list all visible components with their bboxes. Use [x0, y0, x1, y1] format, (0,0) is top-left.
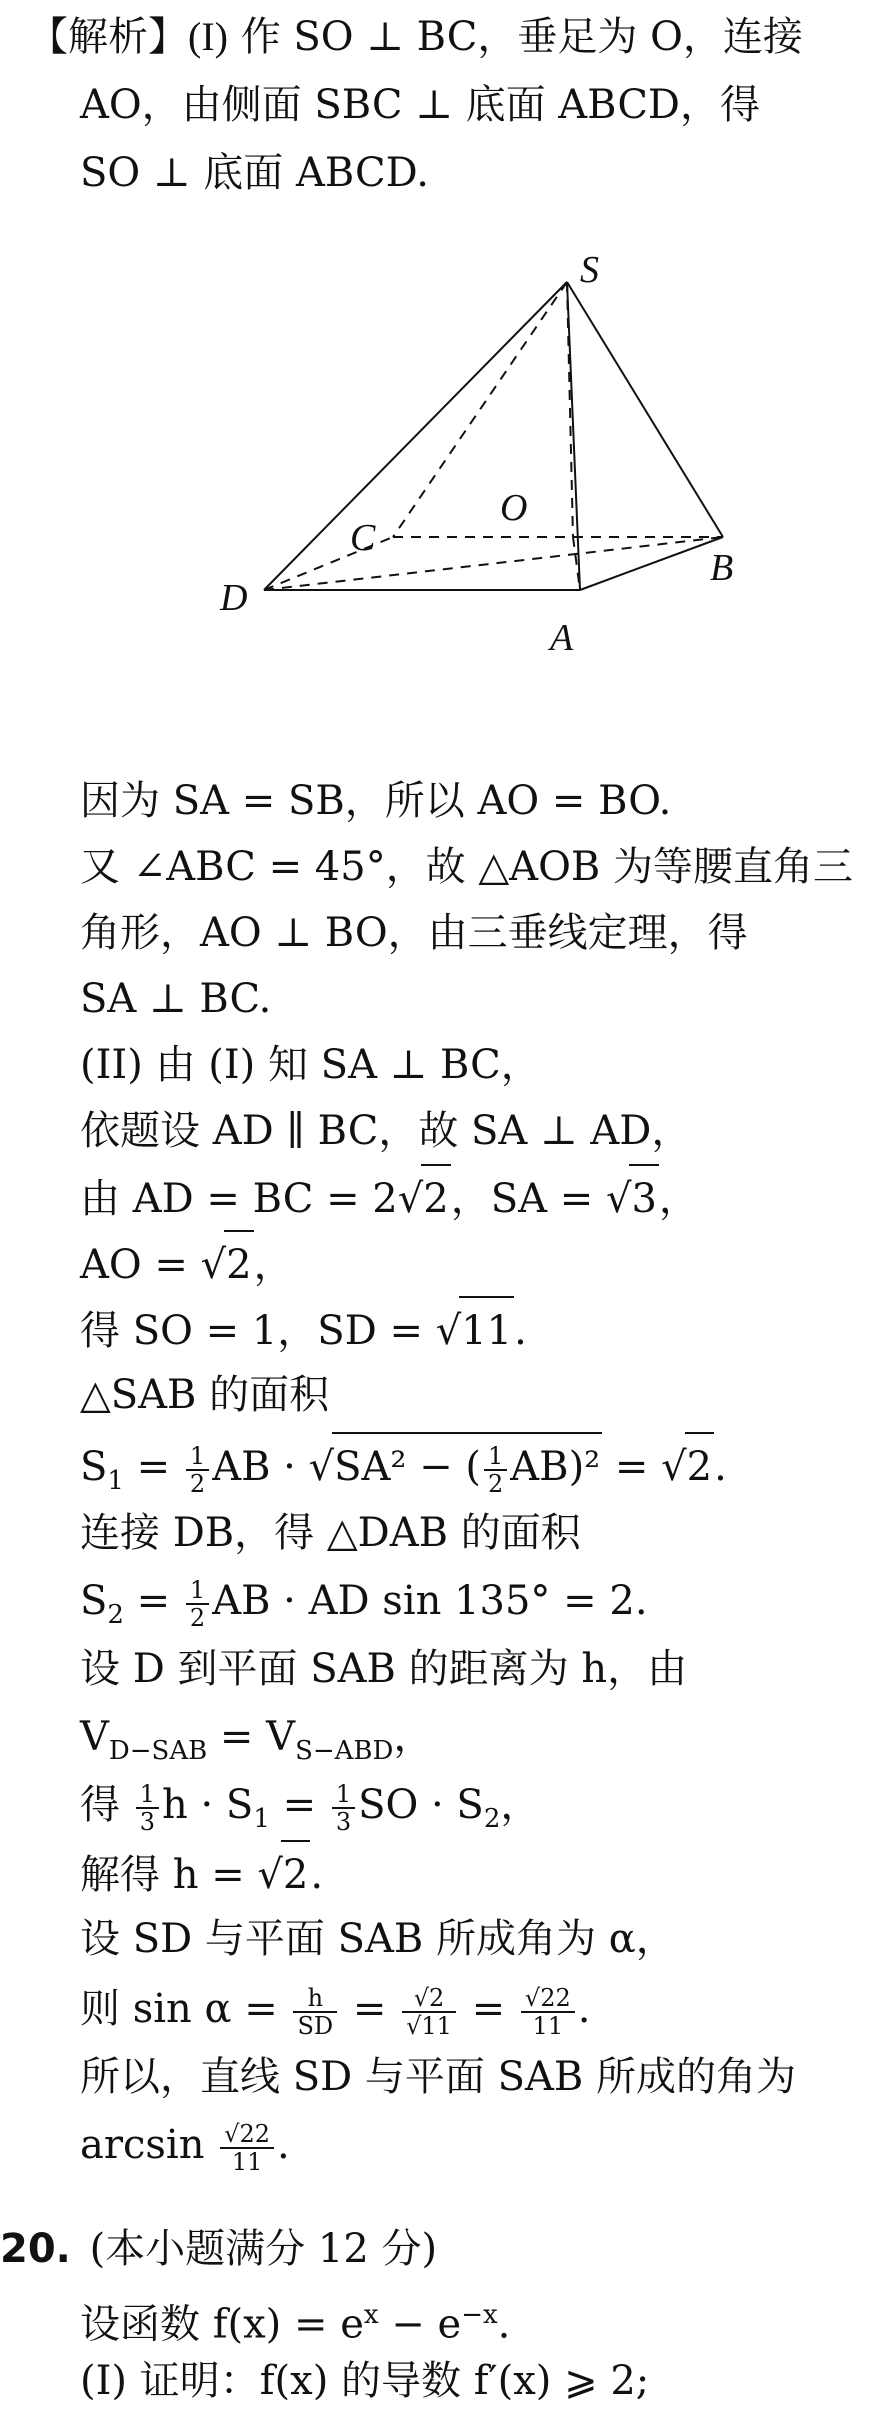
sqrt-symbol: √	[661, 1444, 687, 1490]
proof-line-5: (II) 由 (I) 知 SA ⊥ BC，	[80, 1042, 541, 1088]
proof-line-20: 所以，直线 SD 与平面 SAB 所成的角为	[80, 2054, 797, 2100]
proof-line-11: $S_1$ = $\frac{1}{2}$ AB · √SA² − ( $\frac{1}{2}$ AB)² = √2.	[80, 1432, 880, 1514]
edge-AB	[580, 537, 723, 590]
fraction: $\frac{1}{2}$	[186, 1443, 209, 1497]
solution-text-1: 作 SO ⊥ BC，垂足为 O，连接	[240, 14, 803, 60]
proof-line-4: SA ⊥ BC.	[80, 976, 272, 1022]
question-20-line-2: (I) 证明：f(x) 的导数 f′(x) ⩾ 2;	[80, 2358, 650, 2404]
solution-line-3: SO ⊥ 底面 ABCD.	[80, 150, 429, 196]
proof-line-15: $V_{D-SAB} = V_{S-ABD}$，	[80, 1714, 434, 1766]
edge-SB	[567, 282, 723, 537]
question-points: (本小题满分 12 分)	[89, 2226, 438, 2272]
pyramid-figure	[200, 250, 760, 670]
label-A: A	[550, 617, 574, 659]
label-O: O	[500, 487, 528, 529]
proof-line-13: $S_2$ = $\frac{1}{2}$ AB · AD sin 135° = 2.	[80, 1576, 648, 1632]
proof-line-7: 由 AD = BC = 2√2，SA = √3，	[80, 1164, 880, 1232]
label-C: C	[350, 517, 376, 559]
sqrt-symbol: √	[257, 1852, 283, 1898]
sqrt-symbol: √	[435, 1308, 462, 1354]
fraction: $\frac{1}{3}$	[332, 1781, 355, 1835]
solution-line-2: AO，由侧面 SBC ⊥ 底面 ABCD，得	[80, 82, 760, 128]
proof-line-3: 角形，AO ⊥ BO，由三垂线定理，得	[80, 910, 748, 956]
question-20-line-1: 设函数 $f(x) = e^x - e^{-x}$.	[80, 2300, 511, 2348]
fraction: $\frac{√22}{11}$	[521, 1985, 575, 2039]
fraction: $\frac{1}{3}$	[136, 1781, 159, 1835]
sqrt-symbol: √	[200, 1242, 227, 1288]
fraction: $\frac{√22}{11}$	[220, 2121, 274, 2175]
proof-line-18: 设 SD 与平面 SAB 所成角为 α，	[80, 1916, 676, 1962]
edge-SC-hidden	[393, 282, 567, 537]
fraction: $\frac{h}{SD}$	[293, 1985, 337, 2039]
proof-line-2: 又 ∠ABC = 45°，故 △AOB 为等腰直角三	[80, 844, 853, 890]
proof-line-17: 解得 h = √2.	[80, 1840, 880, 1908]
proof-line-8: AO = √2，	[80, 1230, 880, 1298]
proof-line-6: 依题设 AD ∥ BC，故 SA ⊥ AD，	[80, 1108, 692, 1154]
label-S: S	[580, 250, 599, 291]
solution-line-1	[28, 4, 880, 70]
fraction: $\frac{√2}{√11}$	[402, 1985, 456, 2039]
fraction: $\frac{1}{2}$	[484, 1443, 507, 1497]
proof-line-16: 得 $\frac{1}{3}$ $h \cdot S_1$ = $\frac{1}{3}$ SO · $S_2$，	[80, 1780, 541, 1836]
proof-line-9: 得 SO = 1，SD = √11.	[80, 1296, 880, 1364]
label-B: B	[710, 547, 734, 589]
proof-line-19: 则 sin α = $\frac{h}{SD}$ = $\frac{√2}{√11}$ = $\frac{√22}{11}$ .	[80, 1984, 591, 2040]
fraction: $\frac{1}{2}$	[186, 1577, 209, 1631]
solution-tag: 【解析】	[28, 14, 188, 60]
edge-SD	[264, 282, 567, 590]
label-D: D	[220, 577, 248, 619]
sqrt-symbol: √	[397, 1176, 424, 1222]
proof-line-12: 连接 DB，得 △DAB 的面积	[80, 1510, 581, 1556]
sqrt-symbol: √	[605, 1176, 632, 1222]
proof-line-21: arcsin $\frac{√22}{11}$ .	[80, 2120, 290, 2176]
proof-line-10: △SAB 的面积	[80, 1372, 330, 1418]
proof-line-1: 因为 SA = SB，所以 AO = BO.	[80, 778, 672, 824]
question-number: 20.	[0, 2226, 71, 2272]
sqrt-symbol: √	[308, 1444, 335, 1490]
part1-label: (I)	[188, 14, 228, 59]
question-20-header	[0, 2216, 880, 2282]
proof-line-14: 设 D 到平面 SAB 的距离为 h，由	[80, 1646, 688, 1692]
